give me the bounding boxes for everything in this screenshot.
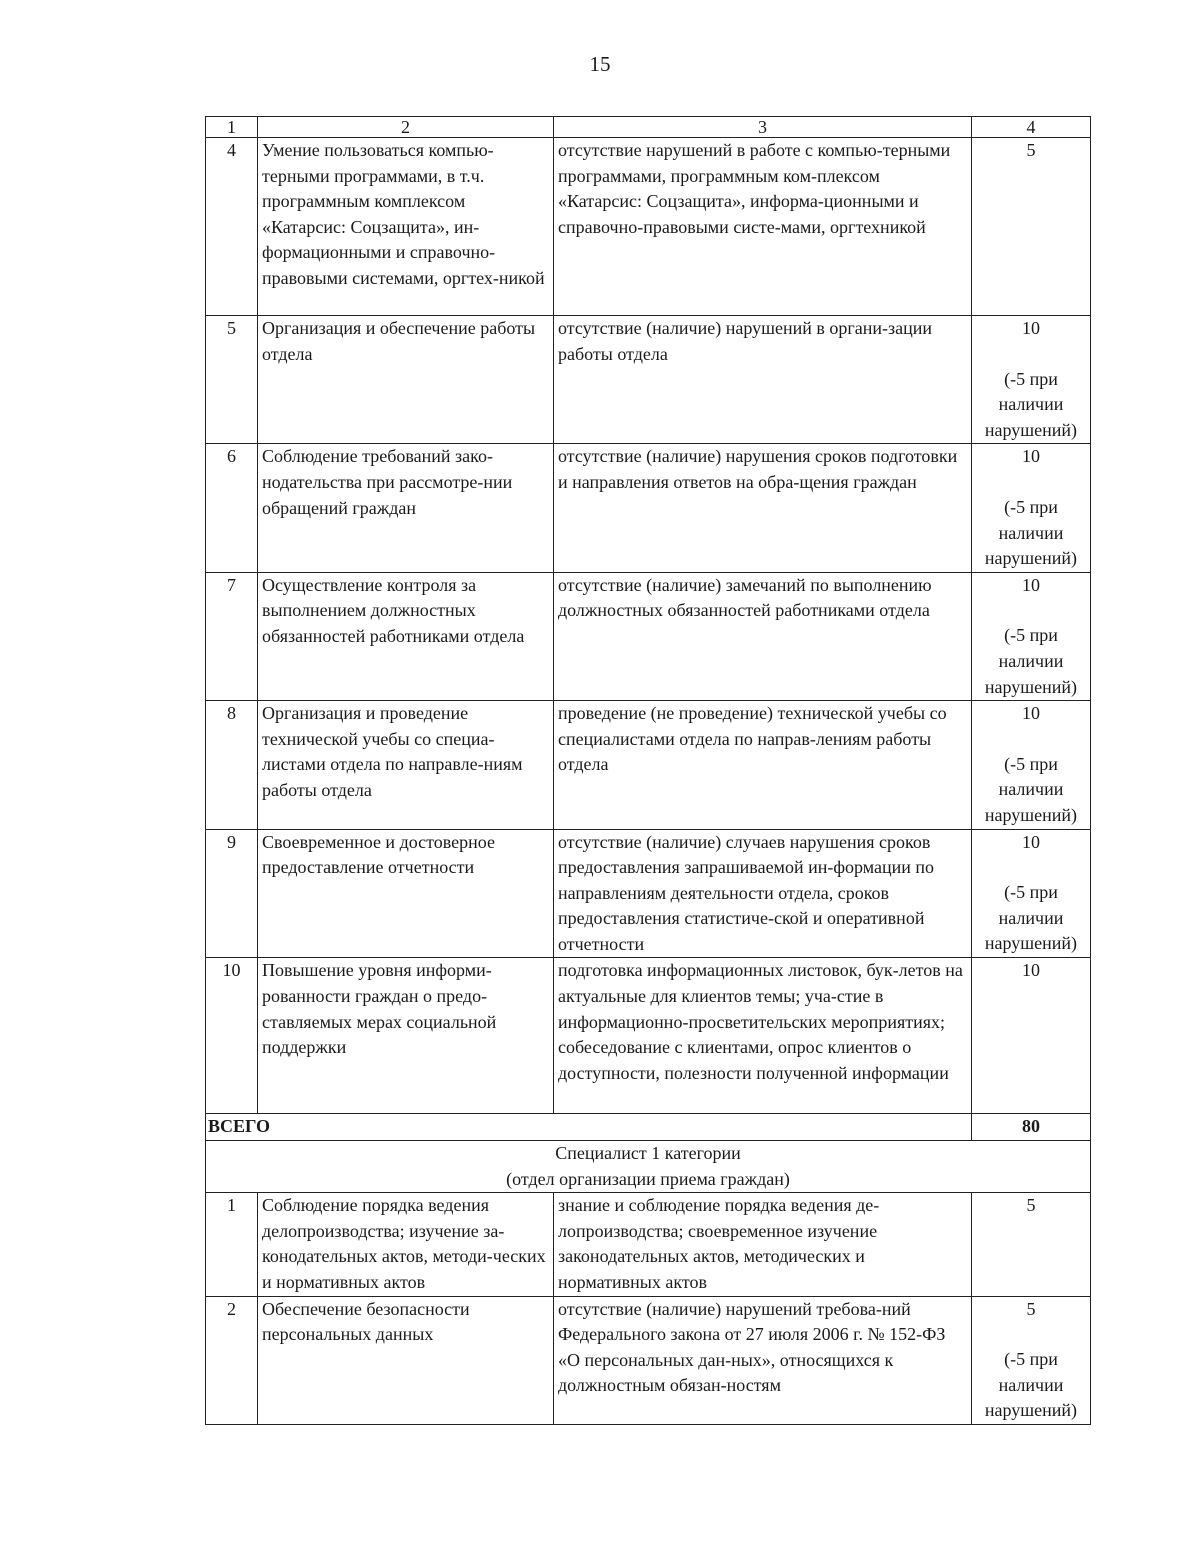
row-number: 2 — [206, 1296, 258, 1424]
indicator-cell: отсутствие (наличие) нарушения сроков подготовки и направления ответов на обра-щения граждан — [554, 444, 972, 572]
table-row — [206, 958, 1091, 1114]
header-col-1: 1 — [206, 117, 258, 138]
total-label: ВСЕГО — [206, 1114, 972, 1141]
score-value: 10 — [1022, 703, 1040, 724]
score-cell — [972, 444, 1091, 572]
page-number: 15 — [589, 52, 611, 76]
indicator-cell: отсутствие нарушений в работе с компью-терными программами, программным ком-плексом «Катарсис: Соцзащита», информа-ционными и справочно-правовыми систе-мами, оргтехникой — [554, 138, 972, 316]
score-note: (-5 при наличии нарушений) — [984, 1349, 1078, 1421]
section-title: Специалист 1 категории — [555, 1143, 741, 1164]
score-note: (-5 при наличии нарушений) — [984, 753, 1078, 825]
criterion-cell: Осуществление контроля за выполнением должностных обязанностей работниками отдела — [258, 572, 554, 700]
criterion-cell: Организация и проведение технической учебы со специа-листами отдела по направле-ниям работы отдела — [258, 701, 554, 829]
score-note: (-5 при наличии нарушений) — [984, 368, 1078, 440]
score-spacer — [976, 855, 1086, 880]
row-number: 9 — [206, 829, 258, 958]
score-spacer — [976, 727, 1086, 752]
table-row — [206, 701, 1091, 829]
score-spacer — [976, 598, 1086, 623]
total-row — [206, 1114, 1091, 1141]
score-cell — [972, 958, 1091, 1114]
criterion-cell: Обеспечение безопасности персональных данных — [258, 1296, 554, 1424]
score-value: 5 — [1026, 140, 1036, 160]
table-row — [206, 1296, 1091, 1424]
criterion-cell: Соблюдение порядка ведения делопроизводства; изучение за-конодательных актов, методи-ческих и нормативных актов — [258, 1193, 554, 1296]
score-note: (-5 при наличии нарушений) — [984, 496, 1078, 569]
score-value: 10 — [1022, 446, 1040, 467]
criterion-cell: Организация и обеспечение работы отдела — [258, 316, 554, 444]
indicator-cell: подготовка информационных листовок, бук-летов на актуальные для клиентов темы; уча-стие в информационно-просветительских мероприятиях; собеседование с клиентами, опрос клиентов о доступности, полезности полученной информации — [554, 958, 972, 1114]
section-header — [206, 1141, 1091, 1193]
header-col-3: 3 — [554, 117, 972, 138]
score-spacer — [976, 470, 1086, 495]
table-row — [206, 316, 1091, 444]
score-value: 10 — [1022, 960, 1040, 981]
row-number: 1 — [206, 1193, 258, 1296]
criterion-cell: Своевременное и достоверное предоставление отчетности — [258, 829, 554, 958]
criterion-cell: Повышение уровня информи-рованности граждан о предо-ставляемых мерах социальной поддержки — [258, 958, 554, 1114]
indicator-cell: отсутствие (наличие) замечаний по выполнению должностных обязанностей работниками отдела — [554, 572, 972, 700]
indicator-cell: знание и соблюдение порядка ведения де-лопроизводства; своевременное изучение законодательных актов, методических и нормативных актов — [554, 1193, 972, 1296]
score-value: 5 — [1026, 1195, 1036, 1216]
score-cell — [972, 316, 1091, 444]
row-number: 6 — [206, 444, 258, 572]
row-number: 10 — [206, 958, 258, 1114]
section-subtitle: (отдел организации приема граждан) — [506, 1168, 790, 1189]
table-row — [206, 572, 1091, 700]
table-row — [206, 829, 1091, 958]
header-col-2: 2 — [258, 117, 554, 138]
table-row — [206, 1193, 1091, 1296]
table-row — [206, 444, 1091, 572]
criterion-cell: Соблюдение требований зако-нодательства при рассмотре-нии обращений граждан — [258, 444, 554, 572]
table-row — [206, 138, 1091, 316]
score-cell — [972, 701, 1091, 829]
indicator-cell: проведение (не проведение) технической учебы со специалистами отдела по направ-лениям работы отдела — [554, 701, 972, 829]
score-value: 10 — [1022, 831, 1040, 852]
score-note: (-5 при наличии нарушений) — [984, 625, 1078, 697]
indicator-cell: отсутствие (наличие) случаев нарушения сроков предоставления запрашиваемой ин-формации по направлениям деятельности отдела, сроков предоставления статистиче-ской и оперативной отчетности — [554, 829, 972, 958]
criterion-cell: Умение пользоваться компью-терными программами, в т.ч. программным комплексом «Катарсис: Соцзащита», ин-формационными и справочно-правовыми системами, оргтех-никой — [258, 138, 554, 316]
row-number: 8 — [206, 701, 258, 829]
score-value: 5 — [1026, 1298, 1036, 1319]
score-value: 10 — [1022, 318, 1040, 338]
score-cell — [972, 138, 1091, 316]
total-value: 80 — [972, 1114, 1091, 1141]
score-spacer — [976, 342, 1086, 367]
section-header-row — [206, 1141, 1091, 1193]
score-spacer — [976, 1322, 1086, 1347]
row-number: 7 — [206, 572, 258, 700]
row-number: 5 — [206, 316, 258, 444]
score-cell — [972, 829, 1091, 958]
indicator-cell: отсутствие (наличие) нарушений в органи-зации работы отдела — [554, 316, 972, 444]
table-header-row — [206, 117, 1091, 138]
score-note: (-5 при наличии нарушений) — [984, 882, 1078, 954]
score-cell — [972, 1296, 1091, 1424]
score-cell — [972, 1193, 1091, 1296]
score-cell — [972, 572, 1091, 700]
row-number: 4 — [206, 138, 258, 316]
evaluation-criteria-table — [205, 116, 1091, 1425]
header-col-4: 4 — [972, 117, 1091, 138]
indicator-cell: отсутствие (наличие) нарушений требова-ний Федерального закона от 27 июля 2006 г. № 152-ФЗ «О персональных дан-ных», относящихся к должностным обязан-ностям — [554, 1296, 972, 1424]
score-value: 10 — [1022, 574, 1040, 595]
